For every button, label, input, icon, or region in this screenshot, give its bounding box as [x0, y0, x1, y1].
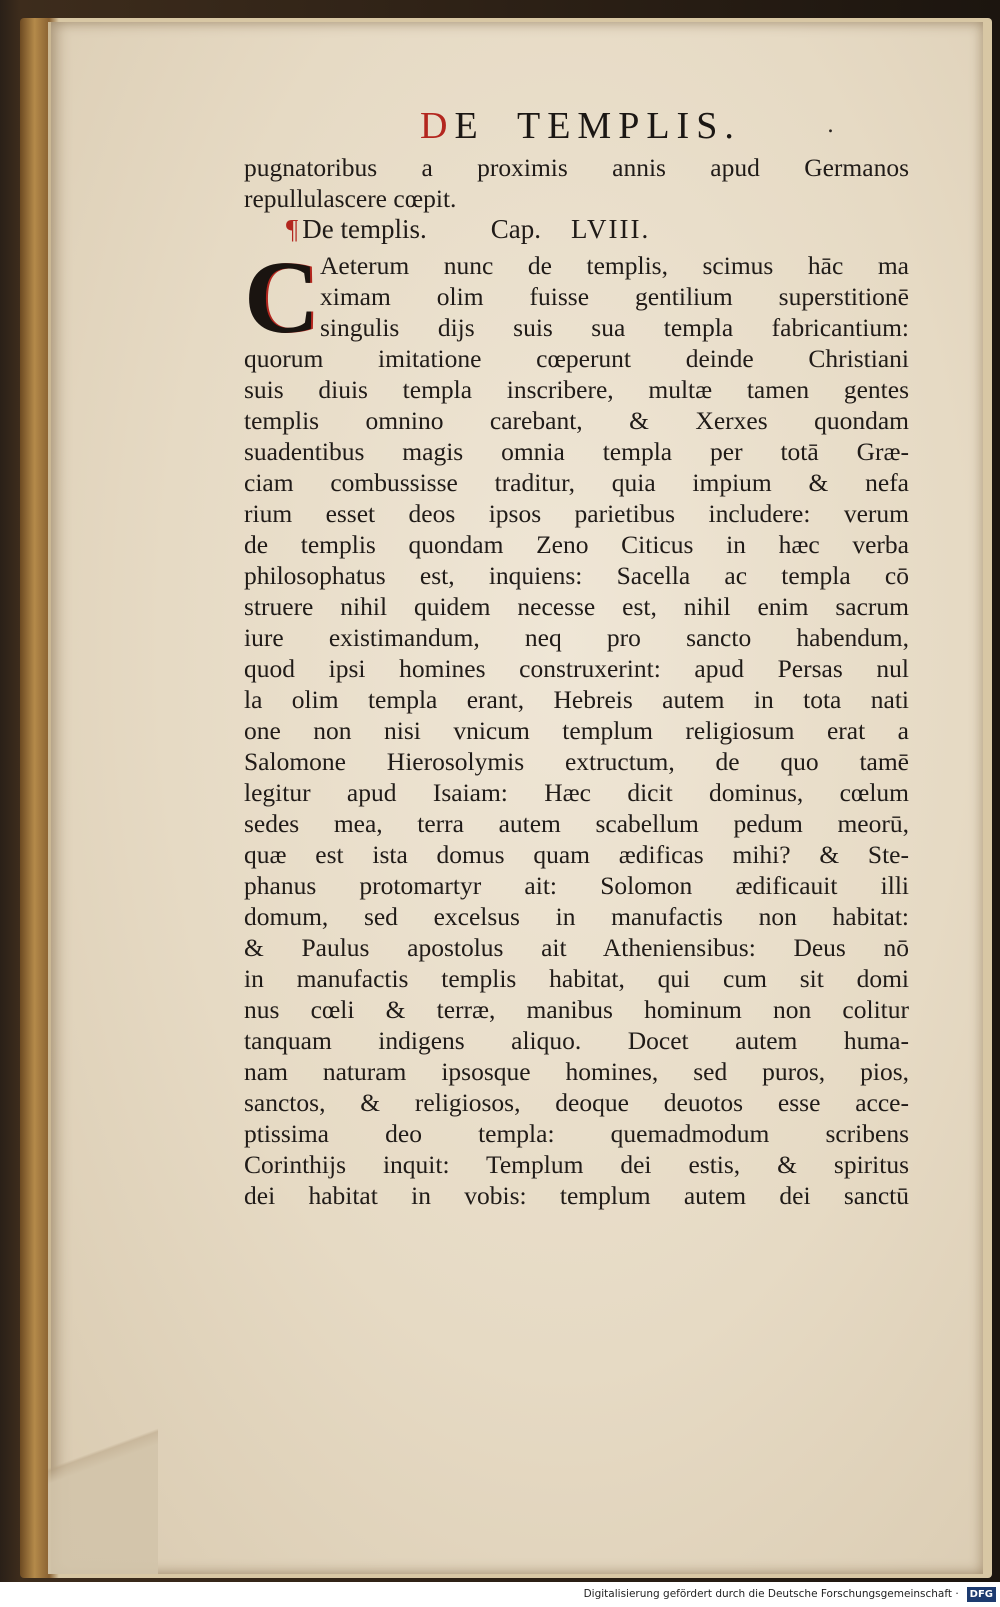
chapter-number: LVIII. [570, 214, 651, 244]
text-line: sanctos, & religiosos, deoque deuotos esse acce- [244, 1088, 909, 1117]
text-line: Salomone Hierosolymis extructum, de quo tamē [244, 747, 909, 776]
chapter-cap-label: Cap. [490, 214, 541, 244]
text-line: quod ipsi homines construxerint: apud Persas nul [244, 654, 909, 683]
text-line: Aeterum nunc de templis, scimus hāc ma [320, 251, 909, 280]
pilcrow-icon: ¶ [286, 214, 299, 244]
running-head [420, 104, 840, 150]
text-line: ciam combussisse traditur, quia impium & nefa [244, 468, 909, 497]
text-line: suadentibus magis omnia templa per totā Græ- [244, 437, 909, 466]
text-line: repullulascere cœpit. [244, 184, 457, 213]
digitization-footer [0, 1582, 1000, 1607]
running-head-text: E TEMPLIS. [454, 105, 741, 147]
text-line: dei habitat in vobis: templum autem dei sanctū [244, 1181, 909, 1210]
text-line: ximam olim fuisse gentilium superstitionē [320, 282, 909, 311]
dfg-logo: DFG [967, 1587, 996, 1602]
text-line: quæ est ista domus quam ædificas mihi? & Ste- [244, 840, 909, 869]
text-line: singulis dijs suis sua templa fabricantium: [320, 313, 909, 342]
text-line: ptissima deo templa: quemadmodum scribens [244, 1119, 909, 1148]
text-line: domum, sed excelsus in manufactis non habitat: [244, 902, 909, 931]
text-line: iure existimandum, neq pro sancto habendum, [244, 623, 909, 652]
footer-text: Digitalisierung gefördert durch die Deutsche Forschungsgemeinschaft · [583, 1588, 959, 1600]
running-head-rubric-letter: D [420, 105, 455, 147]
text-line: in manufactis templis habitat, qui cum sit domi [244, 964, 909, 993]
text-line: suis diuis templa inscribere, multæ tamen gentes [244, 375, 909, 404]
text-line: rium esset deos ipsos parietibus includere: verum [244, 499, 909, 528]
main-text-block [244, 152, 909, 1211]
text-line: tanquam indigens aliquo. Docet autem huma- [244, 1026, 909, 1055]
text-line: la olim templa erant, Hebreis autem in tota nati [244, 685, 909, 714]
drop-initial-letter: C [244, 240, 320, 355]
text-line: quorum imitatione cœperunt deinde Christiani [244, 344, 909, 373]
initial-paragraph [244, 240, 909, 355]
chapter-heading [244, 214, 909, 250]
text-line: nam naturam ipsosque homines, sed puros, pios, [244, 1057, 909, 1086]
text-line: de templis quondam Zeno Citicus in hæc verba [244, 530, 909, 559]
text-line: Corinthijs inquit: Templum dei estis, & spiritus [244, 1150, 909, 1179]
text-line: nus cœli & terræ, manibus hominum non colitur [244, 995, 909, 1024]
text-line: phanus protomartyr ait: Solomon ædificauit illi [244, 871, 909, 900]
text-line: pugnatoribus a proximis annis apud Germanos [244, 153, 909, 182]
text-line: sedes mea, terra autem scabellum pedum meorū, [244, 809, 909, 838]
body-lines [244, 343, 909, 1211]
running-head-dot: . [827, 113, 834, 138]
text-line: templis omnino carebant, & Xerxes quondam [244, 406, 909, 435]
chapter-title: De templis. [302, 214, 427, 244]
text-line: philosophatus est, inquiens: Sacella ac templa cō [244, 561, 909, 590]
text-line: one non nisi vnicum templum religiosum erat a [244, 716, 909, 745]
text-line: & Paulus apostolus ait Atheniensibus: Deus nō [244, 933, 909, 962]
text-line: struere nihil quidem necesse est, nihil enim sacrum [244, 592, 909, 621]
text-line: legitur apud Isaiam: Hæc dicit dominus, cœlum [244, 778, 909, 807]
